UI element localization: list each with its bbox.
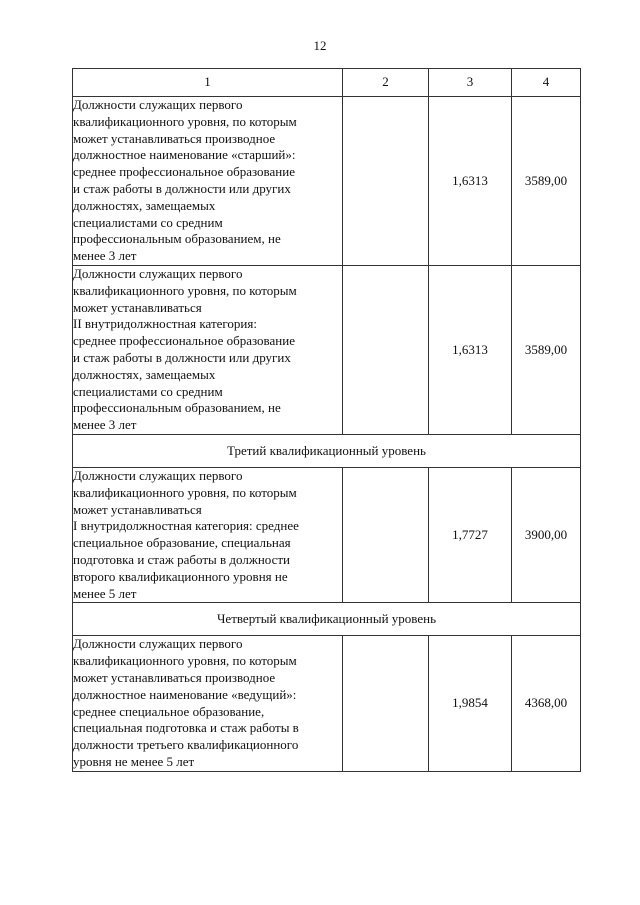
coefficient-cell: 1,6313 — [429, 265, 512, 434]
table-row — [73, 636, 581, 771]
coefficient-cell: 1,7727 — [429, 467, 512, 602]
column-2-cell — [343, 636, 429, 771]
coefficient-cell: 1,6313 — [429, 97, 512, 266]
amount-cell: 3900,00 — [512, 467, 581, 602]
column-2-cell — [343, 265, 429, 434]
position-description: Должности служащих первого квалификационного уровня, по которым может устанавливаться II внутридолжностная категория: среднее профессиональное образование и стаж работы в должности или других должностях, замещаемых специалистами со средним профессиональным образованием, не менее 3 лет — [73, 265, 343, 434]
column-header-3: 3 — [429, 69, 512, 97]
column-2-cell — [343, 97, 429, 266]
table-row — [73, 265, 581, 434]
amount-cell: 3589,00 — [512, 265, 581, 434]
section-header-row — [73, 603, 581, 636]
amount-cell: 4368,00 — [512, 636, 581, 771]
position-description: Должности служащих первого квалификационного уровня, по которым может устанавливаться производное должностное наименование «старший»: среднее профессиональное образование и стаж работы в должности или других должностях, замещаемых специалистами со средним профессиональным образованием, не менее 3 лет — [73, 97, 343, 266]
qualification-level-title: Третий квалификационный уровень — [73, 434, 581, 467]
column-header-2: 2 — [343, 69, 429, 97]
column-header-4: 4 — [512, 69, 581, 97]
position-description: Должности служащих первого квалификационного уровня, по которым может устанавливаться производное должностное наименование «ведущий»: среднее специальное образование, специальная подготовка и стаж работы в должности третьего квалификационного уровня не менее 5 лет — [73, 636, 343, 771]
amount-cell: 3589,00 — [512, 97, 581, 266]
table-row — [73, 467, 581, 602]
position-description: Должности служащих первого квалификационного уровня, по которым может устанавливаться I внутридолжностная категория: среднее специальное образование, специальная подготовка и стаж работы в должности второго квалификационного уровня не менее 5 лет — [73, 467, 343, 602]
coefficient-cell: 1,9854 — [429, 636, 512, 771]
table-header-row — [73, 69, 581, 97]
salary-table — [72, 68, 581, 772]
column-2-cell — [343, 467, 429, 602]
section-header-row — [73, 434, 581, 467]
column-header-1: 1 — [73, 69, 343, 97]
table-row — [73, 97, 581, 266]
page-number: 12 — [313, 38, 327, 53]
qualification-level-title: Четвертый квалификационный уровень — [73, 603, 581, 636]
